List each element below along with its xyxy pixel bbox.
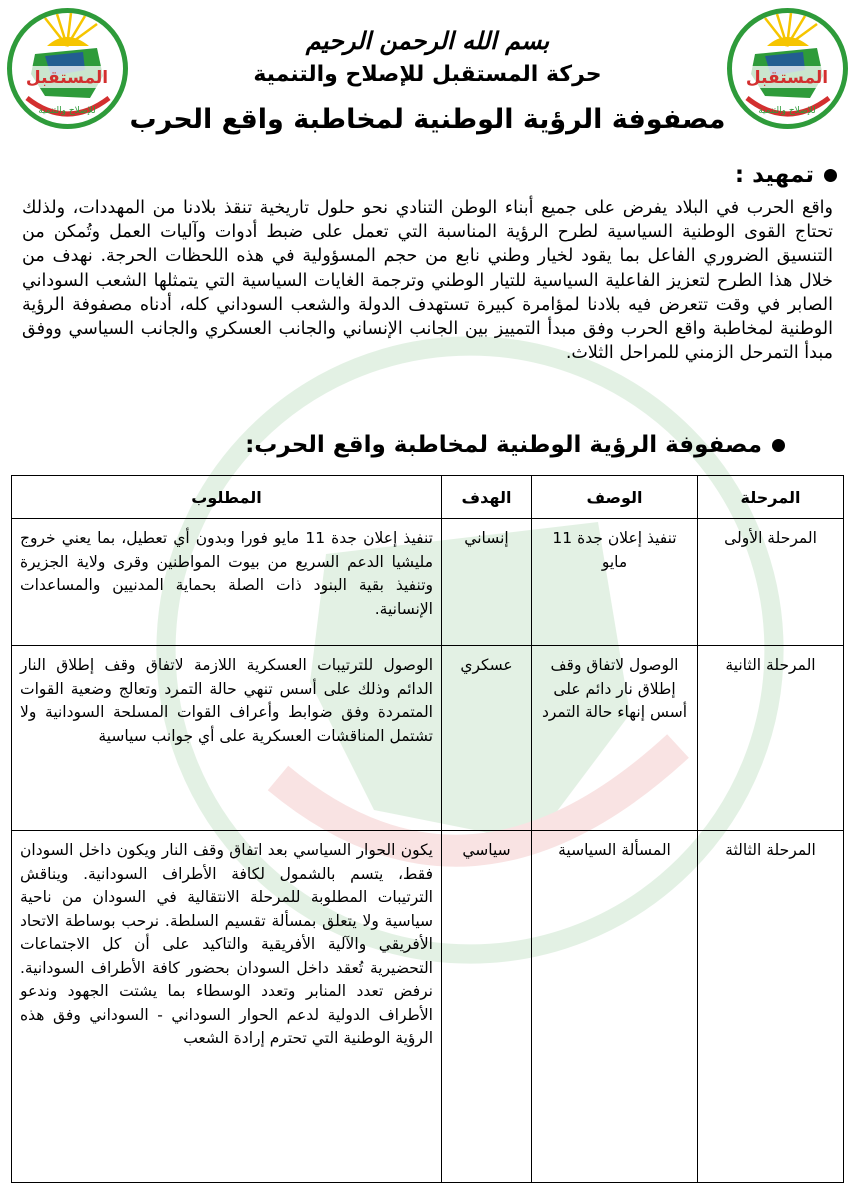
column-header-required: المطلوب bbox=[12, 476, 442, 519]
goal-cell: عسكري bbox=[442, 646, 532, 831]
intro-paragraph: واقع الحرب في البلاد يفرض على جميع أبناء الوطن التنادي نحو حلول تاريخية تنقذ بلادنا من المهددات، ولذلك تحتاج القوى الوطنية السياسية لطرح الرؤية المناسبة التي تعمل على ضبط أدوات وآليات العمل وتُمكن من التنسيق الضروري الفاعل بما يقود لخيار وطني نابع من حجم المسؤولية في هذه اللحظات الحرجة. نهدف من خلال هذا الطرح لتعزيز الفاعلية السياسية للتيار الوطني وترجمة الغايات السياسية التي يتمثلها الشعب السوداني الصابر في وقت تتعرض فيه بلادنا لمؤامرة كبيرة تستهدف الدولة والشعب السوداني كله، أدناه مصفوفة الرؤية الوطنية لمخاطبة واقع الحرب وفق مبدأ التمييز بين الجانب الإنساني والجانب العسكري والجانب السياسي ووفق مبدأ التمرحل الزمني للمراحل الثلاث. bbox=[22, 198, 833, 364]
logo-name-text: المستقبل bbox=[745, 68, 829, 88]
bullet-icon bbox=[824, 169, 837, 182]
intro-heading bbox=[735, 162, 837, 188]
table-row bbox=[12, 646, 844, 831]
organization-name: حركة المستقبل للإصلاح والتنمية bbox=[253, 62, 602, 87]
required-cell: يكون الحوار السياسي بعد اتفاق وقف النار ويكون داخل السودان فقط، يتسم بالشمول لكافة الأطراف السودانية. ويناقش الترتيبات المطلوبة للمرحلة الانتقالية في السودان من ناحية سياسية ولا يتعلق بمسألة تقسيم السلطة. نرحب بوساطة الاتحاد الأفريقي والآلية الأفريقية والتاكيد على أن كل الاجتماعات التحضيرية تُعقد داخل السودان بحضور كافة الأطراف السودانية. نرفض تعدد المنابر وتعدد الوسطاء بما يشتت الجهود وندعو الأطراف الدولية لدعم الحوار السوداني - السوداني وفق هذه الرؤية الوطنية التي تحترم إرادة الشعب bbox=[12, 831, 442, 1183]
logo-name-text: المستقبل bbox=[25, 68, 109, 88]
basmala: بسم الله الرحمن الرحيم bbox=[305, 26, 550, 55]
phase-cell: المرحلة الثانية bbox=[698, 646, 844, 831]
description-cell: الوصول لاتفاق وقف إطلاق نار دائم على أسس إنهاء حالة التمرد bbox=[532, 646, 698, 831]
document-title: مصفوفة الرؤية الوطنية لمخاطبة واقع الحرب bbox=[129, 104, 726, 135]
column-header-description: الوصف bbox=[532, 476, 698, 519]
required-cell: الوصول للترتيبات العسكرية اللازمة لاتفاق وقف إطلاق النار الدائم وذلك على أسس تنهي حالة التمرد وتعالج وضعية القوات المتمردة وفق ضوابط وأعراف القوات المسلحة السودانية ولا تشتمل المناقشات العسكرية على أي جوانب سياسية bbox=[12, 646, 442, 831]
goal-cell: إنساني bbox=[442, 519, 532, 646]
column-header-phase: المرحلة bbox=[698, 476, 844, 519]
description-cell: المسألة السياسية bbox=[532, 831, 698, 1183]
vision-matrix-table bbox=[11, 475, 844, 1183]
phase-cell: المرحلة الأولى bbox=[698, 519, 844, 646]
intro-heading-text: تمهيد : bbox=[734, 162, 814, 188]
goal-cell: سياسي bbox=[442, 831, 532, 1183]
matrix-heading-text: مصفوفة الرؤية الوطنية لمخاطبة واقع الحرب: bbox=[245, 432, 762, 458]
logo-subtitle-text: للإصلاح والتنمية bbox=[38, 106, 96, 116]
table-row bbox=[12, 519, 844, 646]
table-row bbox=[12, 831, 844, 1183]
phase-cell: المرحلة الثالثة bbox=[698, 831, 844, 1183]
column-header-goal: الهدف bbox=[442, 476, 532, 519]
logo-subtitle-text: للإصلاح والتنمية bbox=[758, 106, 816, 116]
table-header-row bbox=[12, 476, 844, 519]
description-cell: تنفيذ إعلان جدة 11 مايو bbox=[532, 519, 698, 646]
bullet-icon bbox=[772, 439, 785, 452]
required-cell: تنفيذ إعلان جدة 11 مايو فورا وبدون أي تعطيل، بما يعني خروج مليشيا الدعم السريع من بيوت المواطنين وقرى ولاية الجزيرة وتنفيذ بقية البنود ذات الصلة بحماية المدنيين والمساعدات الإنسانية. bbox=[12, 519, 442, 646]
matrix-heading bbox=[245, 432, 785, 458]
